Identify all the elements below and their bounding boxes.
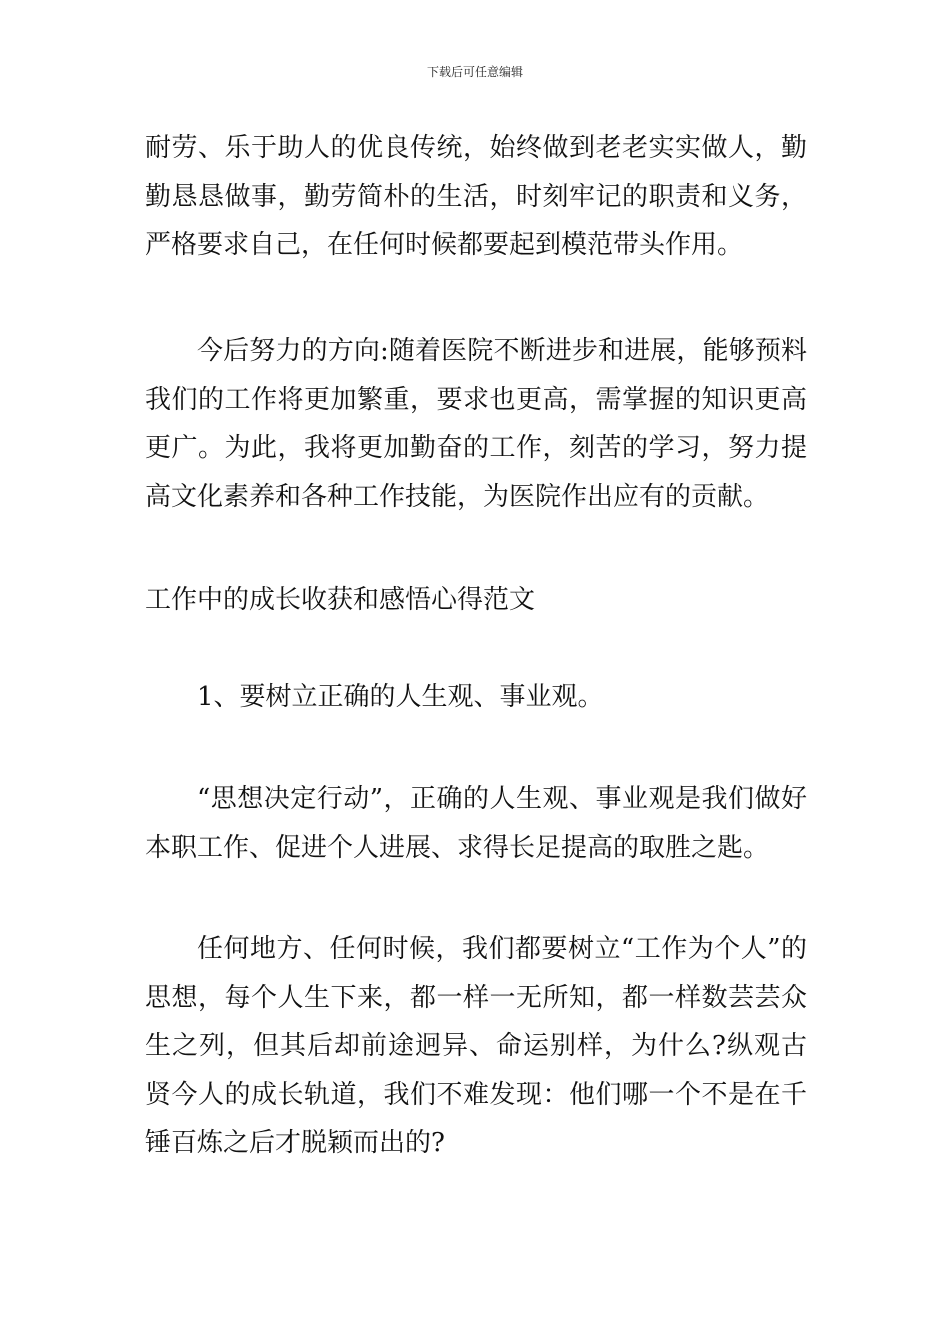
paragraph-thought-action: “思想决定行动”，正确的人生观、事业观是我们做好本职工作、促进个人进展、求得长足提高的取胜之匙。 xyxy=(145,784,807,863)
paragraph-growth-path: 任何地方、任何时候，我们都要树立“工作为个人”的思想，每个人生下来，都一样一无所知，都一样数芸芸众生之列，但其后却前途迥异、命运别样，为什么?纵观古贤今人的成长轨道，我们不难发现：他们哪一个不是在千锤百炼之后才脱颖而出的? xyxy=(145,934,807,1158)
page-header: 下载后可任意编辑 xyxy=(426,65,523,79)
paragraph-continuation: 耐劳、乐于助人的优良传统，始终做到老老实实做人，勤勤恳恳做事，勤劳简朴的生活，时刻牢记的职责和义务，严格要求自己，在任何时候都要起到模范带头作用。 xyxy=(145,133,807,260)
section-title: 工作中的成长收获和感悟心得范文 xyxy=(145,585,536,615)
paragraph-future-direction: 今后努力的方向:随着医院不断进步和进展，能够预料我们的工作将更加繁重，要求也更高，需掌握的知识更高更广。为此，我将更加勤奋的工作，刻苦的学习，努力提高文化素养和各种工作技能，为医院作出应有的贡献。 xyxy=(145,336,807,512)
numbered-point-heading: 1、要树立正确的人生观、事业观。 xyxy=(197,682,604,712)
